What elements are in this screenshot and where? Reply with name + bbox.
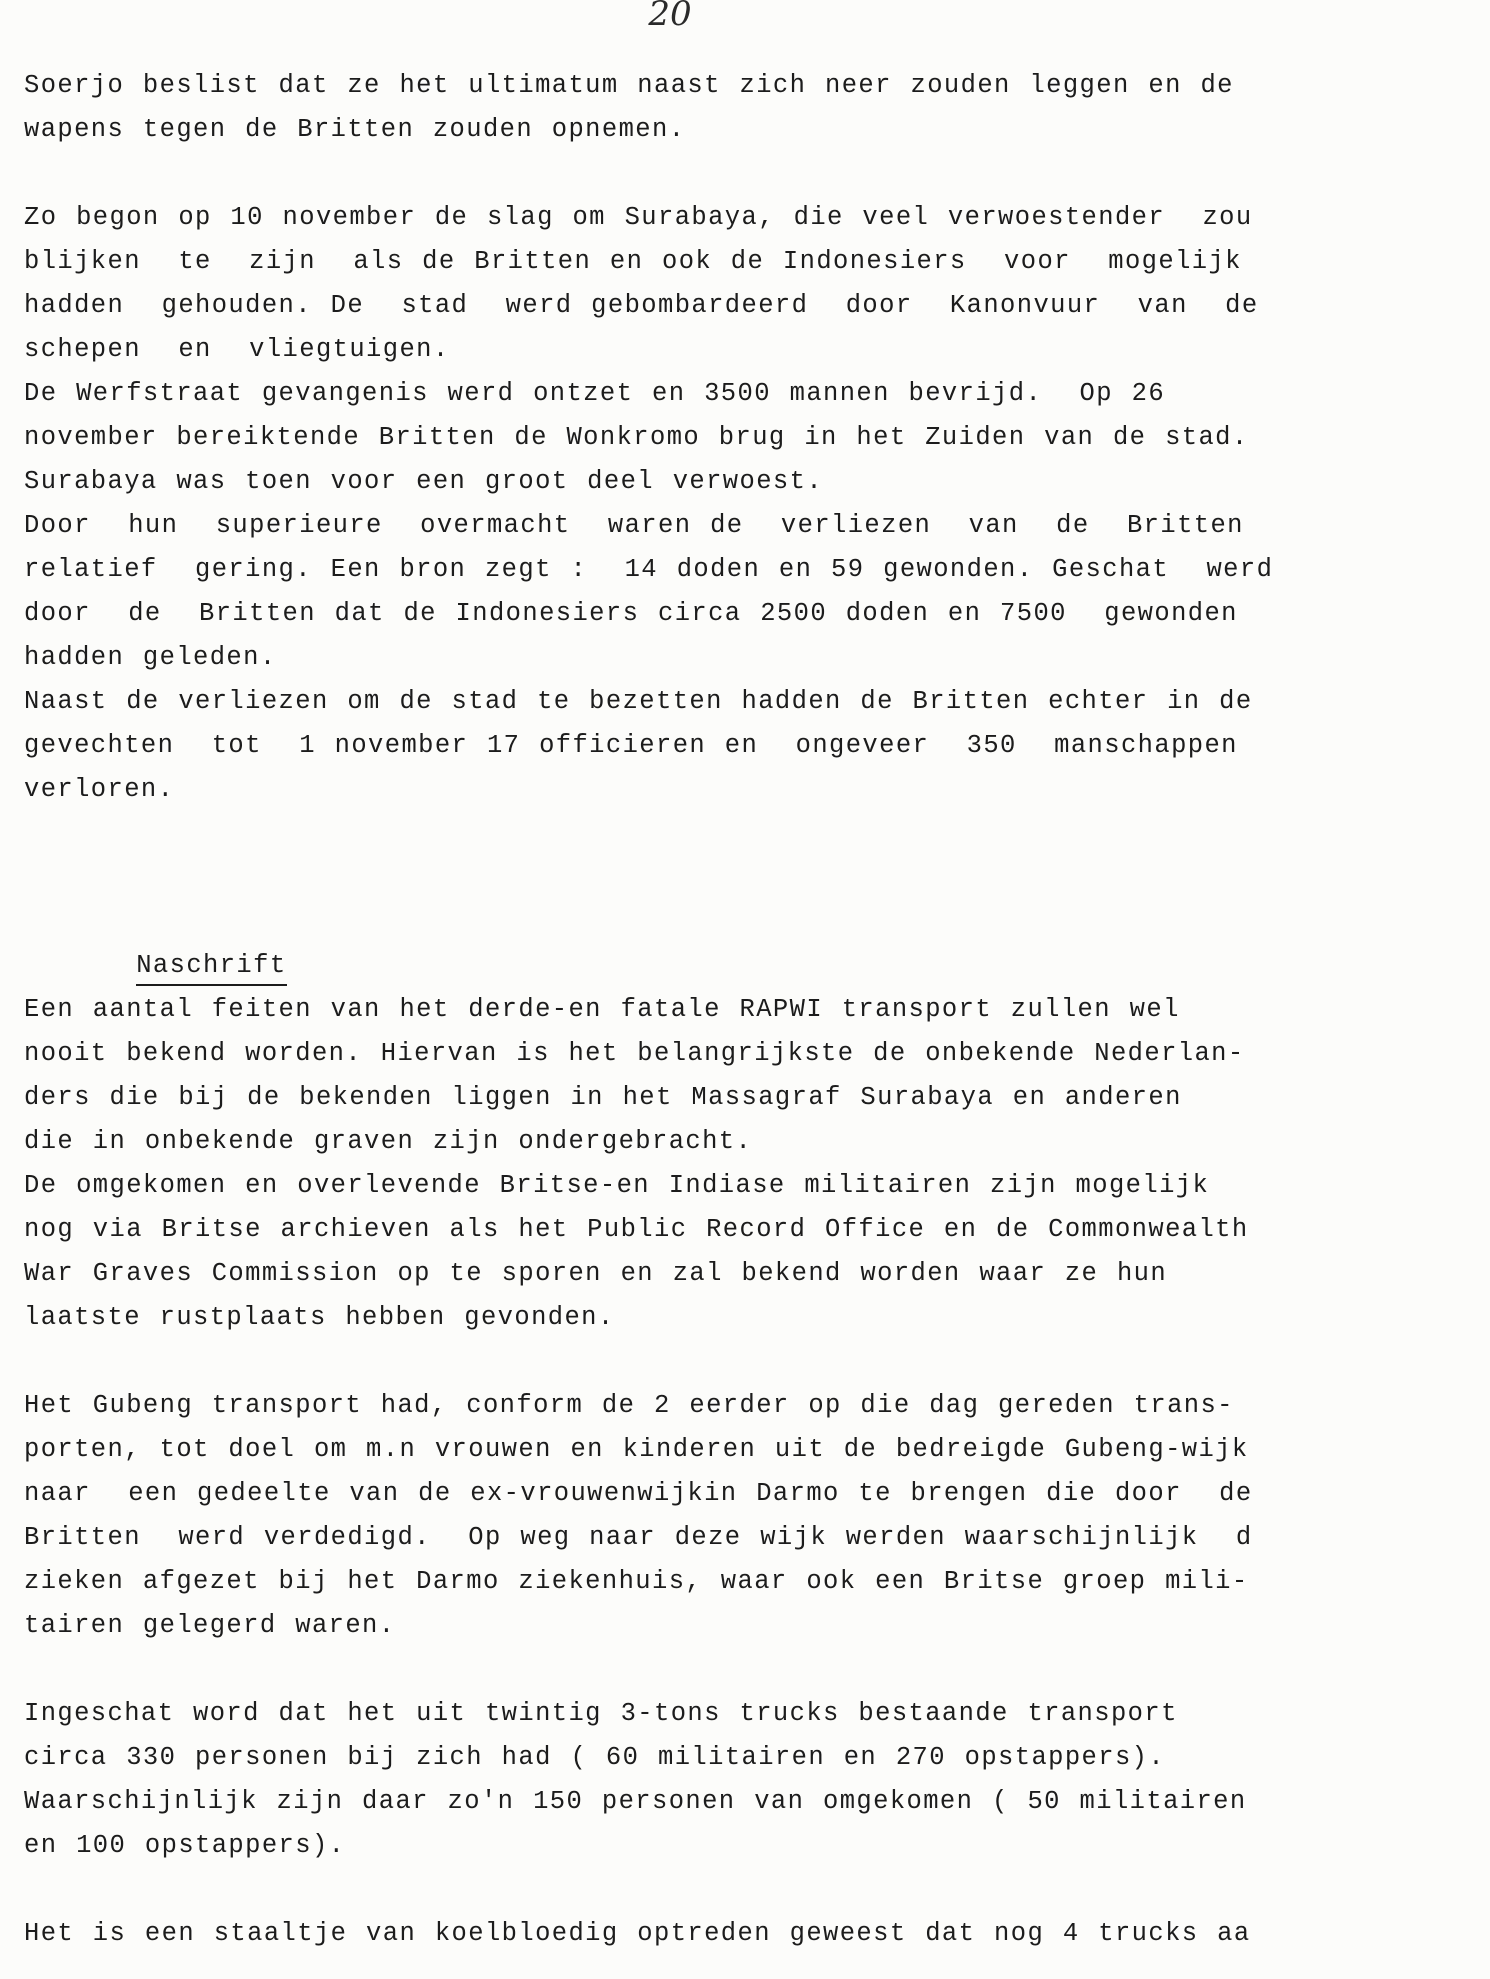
text-line: hadden geleden.: [24, 643, 277, 672]
text-line: circa 330 personen bij zich had ( 60 militairen en 270 opstappers).: [24, 1743, 1166, 1772]
paragraph: [24, 64, 1470, 152]
text-line: relatief gering. Een bron zegt : 14 doden en 59 gewonden. Geschat werd: [24, 555, 1274, 584]
text-line: Het Gubeng transport had, conform de 2 eerder op die dag gereden trans-: [24, 1391, 1234, 1420]
text-line: Britten werd verdedigd. Op weg naar deze wijk werden waarschijnlijk d: [24, 1523, 1253, 1552]
text-line: naar een gedeelte van de ex-vrouwenwijkin Darmo te brengen die door de: [24, 1479, 1253, 1508]
text-line: Door hun superieure overmacht waren de verliezen van de Britten: [24, 511, 1244, 540]
paragraph: [24, 196, 1470, 812]
text-line: die in onbekende graven zijn ondergebracht.: [24, 1127, 753, 1156]
text-line: zieken afgezet bij het Darmo ziekenhuis, waar ook een Britse groep mili-: [24, 1567, 1249, 1596]
text-line: porten, tot doel om m.n vrouwen en kinderen uit de bedreigde Gubeng-wijk: [24, 1435, 1249, 1464]
text-line: schepen en vliegtuigen.: [24, 335, 450, 364]
text-line: Het is een staaltje van koelbloedig optreden geweest dat nog 4 trucks aa: [24, 1919, 1251, 1948]
text-line: Naast de verliezen om de stad te bezetten hadden de Britten echter in de: [24, 687, 1253, 716]
text-line: Waarschijnlijk zijn daar zo'n 150 personen van omgekomen ( 50 militairen: [24, 1787, 1247, 1816]
text-line: blijken te zijn als de Britten en ook de Indonesiers voor mogelijk: [24, 247, 1242, 276]
text-line: nog via Britse archieven als het Public Record Office en de Commonwealth: [24, 1215, 1249, 1244]
text-line: hadden gehouden. De stad werd gebombardeerd door Kanonvuur van de: [24, 291, 1259, 320]
paragraph: [24, 1384, 1470, 1648]
text-line: ders die bij de bekenden liggen in het Massagraf Surabaya en anderen: [24, 1083, 1182, 1112]
section-heading-row: [24, 900, 1470, 980]
text-line: wapens tegen de Britten zouden opnemen.: [24, 115, 686, 144]
paragraph: [24, 1912, 1470, 1956]
page-number: 20: [648, 0, 692, 34]
text-line: november bereiktende Britten de Wonkromo brug in het Zuiden van de stad.: [24, 423, 1249, 452]
text-line: Zo begon op 10 november de slag om Surabaya, die veel verwoestender zou: [24, 203, 1253, 232]
text-line: Surabaya was toen voor een groot deel verwoest.: [24, 467, 824, 496]
text-line: door de Britten dat de Indonesiers circa 2500 doden en 7500 gewonden: [24, 599, 1238, 628]
paragraph: [24, 1692, 1470, 1868]
text-line: Een aantal feiten van het derde-en fatale RAPWI transport zullen wel: [24, 995, 1180, 1024]
paragraph: [24, 988, 1470, 1340]
text-line: en 100 opstappers).: [24, 1831, 346, 1860]
text-line: De Werfstraat gevangenis werd ontzet en 3500 mannen bevrijd. Op 26: [24, 379, 1166, 408]
text-line: tairen gelegerd waren.: [24, 1611, 396, 1640]
text-line: verloren.: [24, 775, 175, 804]
text-line: Soerjo beslist dat ze het ultimatum naast zich neer zouden leggen en de: [24, 71, 1234, 100]
text-line: War Graves Commission op te sporen en zal bekend worden waar ze hun: [24, 1259, 1168, 1288]
text-line: gevechten tot 1 november 17 officieren en ongeveer 350 manschappen: [24, 731, 1238, 760]
section-heading: Naschrift: [136, 948, 286, 986]
document-body: [24, 64, 1470, 1956]
text-line: De omgekomen en overlevende Britse-en Indiase militairen zijn mogelijk: [24, 1171, 1210, 1200]
text-line: nooit bekend worden. Hiervan is het belangrijkste de onbekende Nederlan-: [24, 1039, 1245, 1068]
text-line: laatste rustplaats hebben gevonden.: [24, 1303, 615, 1332]
text-line: Ingeschat word dat het uit twintig 3-tons trucks bestaande transport: [24, 1699, 1178, 1728]
